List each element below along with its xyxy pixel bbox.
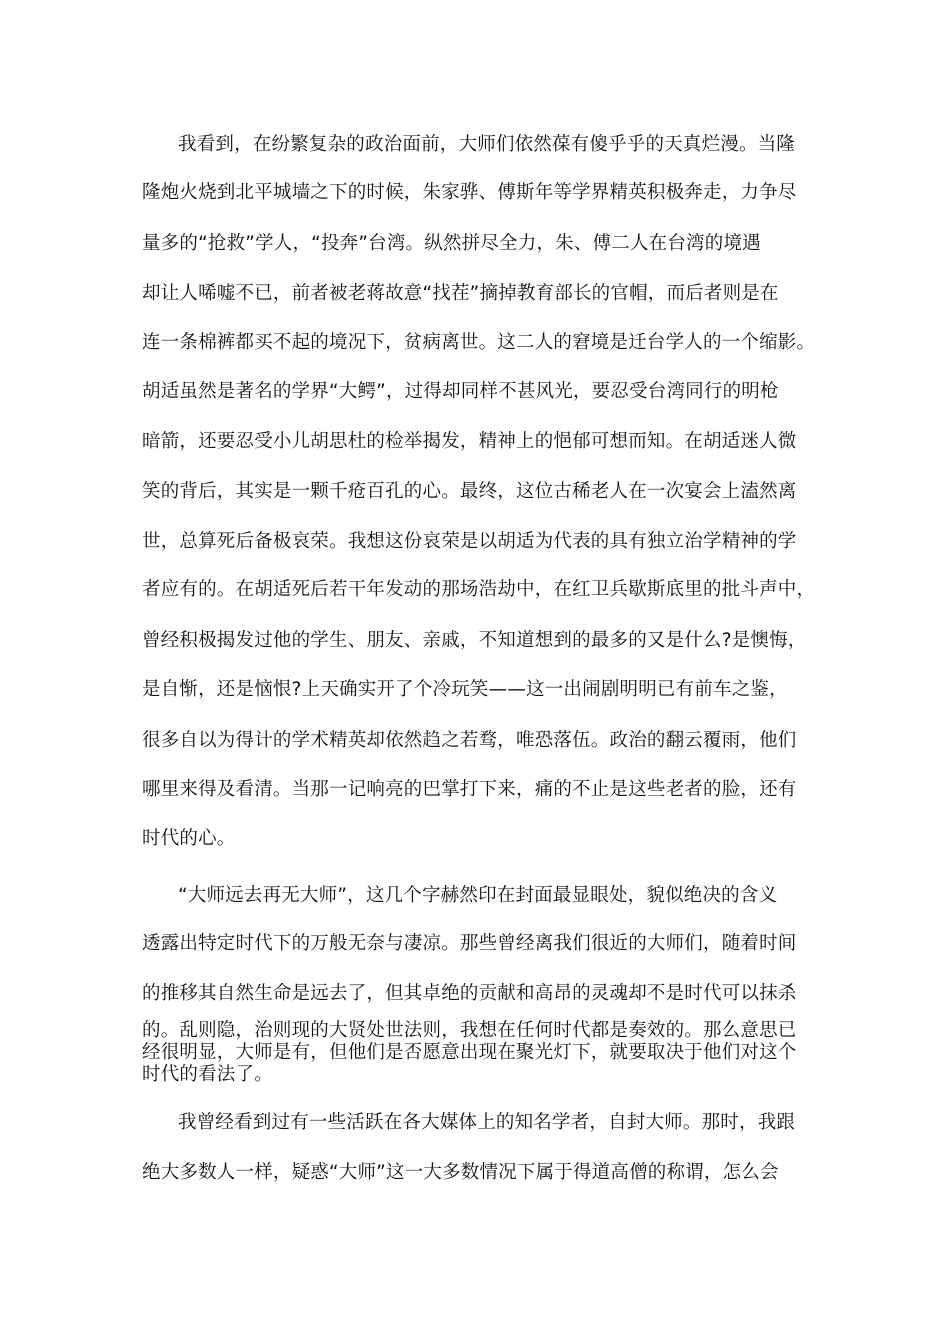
text-line: 我看到，在纷繁复杂的政治面前，大师们依然葆有傻乎乎的天真烂漫。当隆: [178, 134, 796, 155]
text-line: “大师远去再无大师”，这几个字赫然印在封面最显眼处，貌似绝决的含义: [178, 885, 778, 906]
text-line: 连一条棉裤都买不起的境况下，贫病离世。这二人的窘境是迁台学人的一个缩影。: [142, 332, 816, 353]
text-line: 却让人唏嘘不已，前者被老蒋故意“找茬”摘掉教育部长的官帽，而后者则是在: [142, 283, 779, 304]
text-line: 经很明显，大师是有，但他们是否愿意出现在聚光灯下，就要取决于他们对这个: [142, 1042, 797, 1063]
text-line: 时代的看法了。: [142, 1064, 273, 1085]
text-line: 的推移其自然生命是远去了，但其卓绝的贡献和高昂的灵魂却不是时代可以抹杀: [142, 983, 797, 1004]
text-line: 哪里来得及看清。当那一记响亮的巴掌打下来，痛的不止是这些老者的脸，还有: [142, 779, 797, 800]
text-line: 我曾经看到过有一些活跃在各大媒体上的知名学者，自封大师。那时，我跟: [178, 1112, 796, 1133]
text-line: 很多自以为得计的学术精英却依然趋之若骛，唯恐落伍。政治的翻云覆雨，他们: [142, 730, 797, 751]
text-line: 世，总算死后备极哀荣。我想这份哀荣是以胡适为代表的具有独立治学精神的学: [142, 531, 797, 552]
text-line: 绝大多数人一样，疑惑“大师”这一大多数情况下属于得道高僧的称谓，怎么会: [142, 1162, 779, 1183]
text-line: 透露出特定时代下的万般无奈与凄凉。那些曾经离我们很近的大师们，随着时间: [142, 933, 797, 954]
text-line: 量多的“抢救”学人，“投奔”台湾。纵然拼尽全力，朱、傅二人在台湾的境遇: [142, 233, 761, 254]
text-line: 胡适虽然是著名的学界“大鳄”，过得却同样不甚风光，要忍受台湾同行的明枪: [142, 381, 779, 402]
text-line: 曾经积极揭发过他的学生、朋友、亲戚，不知道想到的最多的又是什么?是懊悔，: [142, 630, 807, 651]
text-line: 时代的心。: [142, 828, 236, 849]
text-line: 者应有的。在胡适死后若干年发动的那场浩劫中，在红卫兵歇斯底里的批斗声中，: [142, 579, 816, 600]
text-line: 暗箭，还要忍受小儿胡思杜的检举揭发，精神上的悒郁可想而知。在胡适迷人微: [142, 431, 797, 452]
text-line: 笑的背后，其实是一颗千疮百孔的心。最终，这位古稀老人在一次宴会上溘然离: [142, 481, 797, 502]
text-line: 是自惭，还是恼恨?上天确实开了个冷玩笑——这一出闹剧明明已有前车之鉴，: [142, 679, 788, 700]
text-line: 隆炮火烧到北平城墙之下的时候，朱家骅、傅斯年等学界精英积极奔走，力争尽: [142, 182, 797, 203]
text-line: 的。乱则隐，治则现的大贤处世法则，我想在任何时代都是奏效的。那么意思已: [142, 1020, 797, 1041]
